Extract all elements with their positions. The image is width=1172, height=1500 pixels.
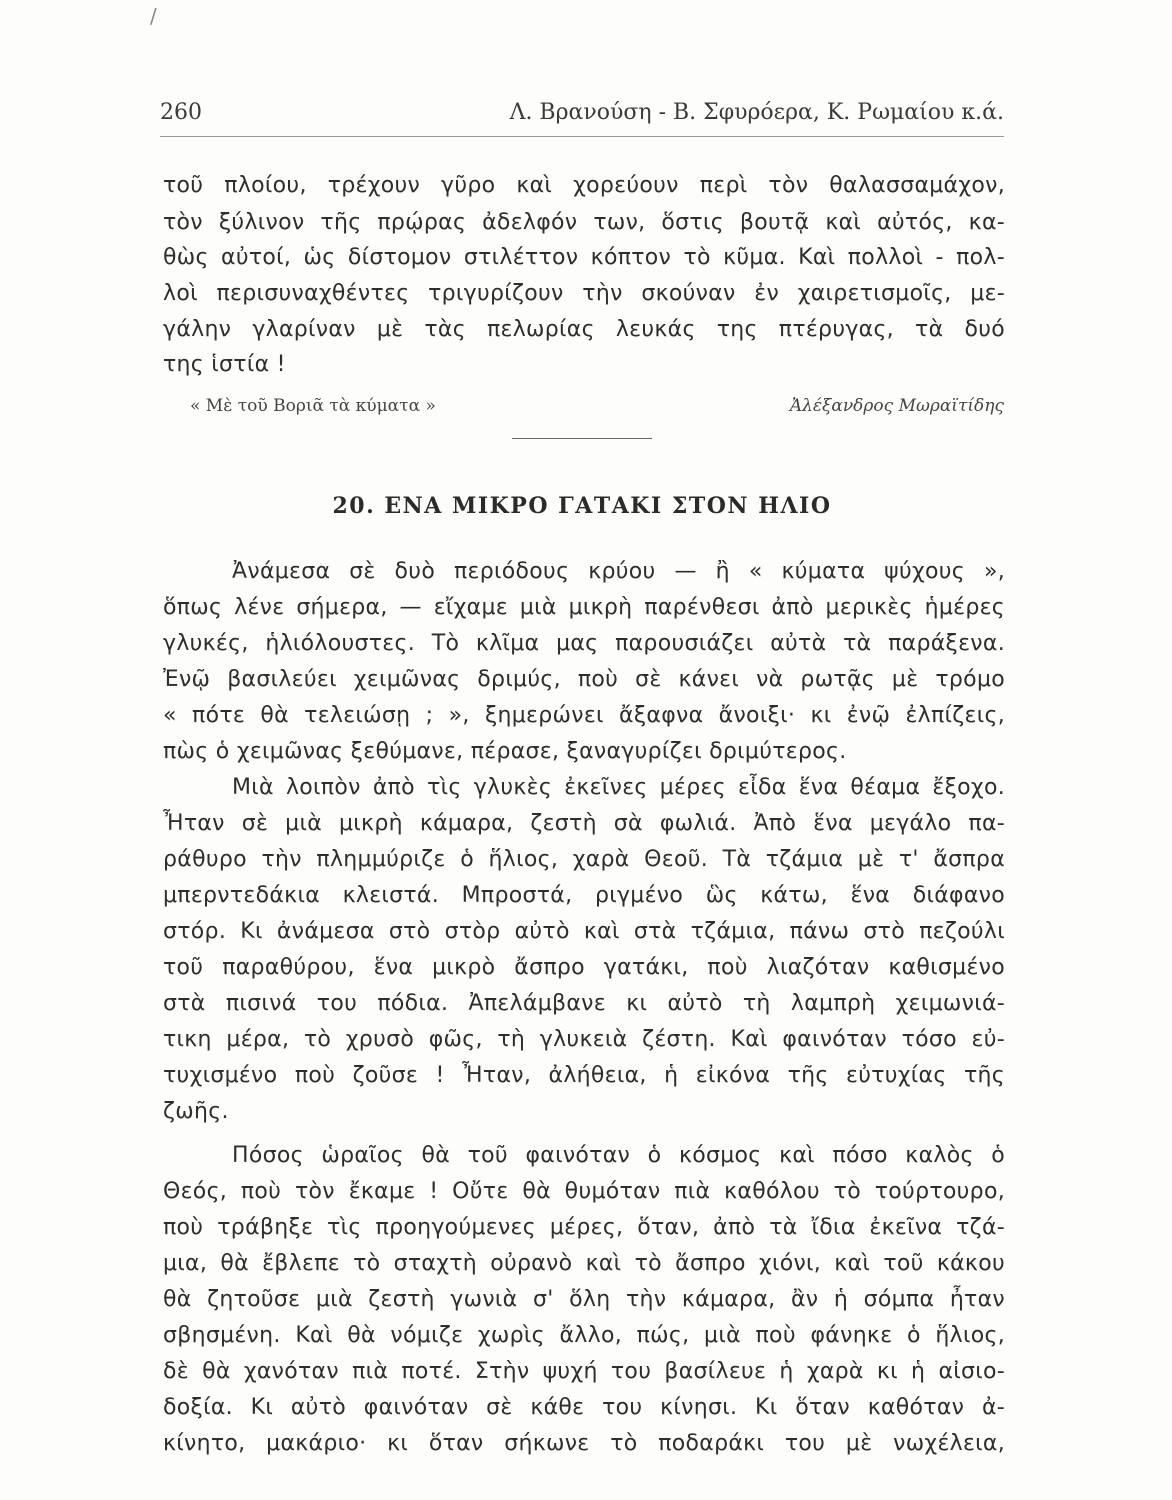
text-line: ζωῆς. — [163, 1099, 229, 1124]
text-line: της ἱστία ! — [163, 352, 286, 377]
text-line: ποὺ τράβηξε τὶς προηγούμενες μέρες, ὅταν, ἀπὸ τὰ ἴδια ἐκεῖνα τζά- — [163, 1215, 1005, 1240]
header-rule — [160, 136, 1004, 137]
text-line: τυχισμένο ποὺ ζοῦσε ! Ἦταν, ἀλήθεια, ἡ εἰκόνα τῆς εὐτυχίας τῆς — [163, 1063, 1005, 1088]
page-header — [160, 100, 1004, 125]
text-line: τικη μέρα, τὸ χρυσὸ φῶς, τὴ γλυκειὰ ζέστη. Καὶ φαινόταν τόσο εὐ- — [163, 1027, 1005, 1052]
text-line: γάλην γλαρίναν μὲ τὰς πελωρίας λευκάς της πτέρυγας, τὰ δυό — [163, 317, 1005, 342]
excerpt-source — [190, 396, 1004, 416]
text-line: σβησμένη. Καὶ θὰ νόμιζε χωρὶς ἄλλο, πώς, μιὰ ποὺ φάνηκε ὁ ἥλιος, — [163, 1323, 1005, 1348]
corner-pencil-mark: / — [150, 4, 157, 28]
text-line: ὅπως λένε σήμερα, — εἴχαμε μιὰ μικρὴ παρένθεσι ἀπὸ μερικὲς ἡμέρες — [163, 595, 1005, 620]
text-line: θὼς αὐτοί, ὡς δίστομον στιλέττον κόπτον τὸ κῦμα. Καὶ πολλοὶ - πολ- — [163, 245, 1005, 270]
text-line: πὼς ὁ χειμῶνας ξεθύμανε, πέρασε, ξαναγυρίζει δριμύτερος. — [163, 739, 847, 764]
text-line: Ἐνῷ βασιλεύει χειμῶνας δριμύς, ποὺ σὲ κάνει νὰ ρωτᾷς μὲ τρόμο — [163, 667, 1005, 692]
text-line: Πόσος ὡραῖος θὰ τοῦ φαινόταν ὁ κόσμος καὶ πόσο καλὸς ὁ — [232, 1143, 1005, 1168]
text-line: Ἦταν σὲ μιὰ μικρὴ κάμαρα, ζεστὴ σὰ φωλιά. Ἀπὸ ἕνα μεγάλο πα- — [163, 811, 1005, 836]
text-line: δὲ θὰ χανόταν πιὰ ποτέ. Στὴν ψυχή του βασίλευε ἡ χαρὰ κι ἡ αἰσιο- — [163, 1359, 1005, 1384]
text-line: θὰ ζητοῦσε μιὰ ζεστὴ γωνιὰ σ' ὅλη τὴν κάμαρα, ἂν ἡ σόμπα ἦταν — [163, 1287, 1005, 1312]
source-work-title: « Μὲ τοῦ Βοριᾶ τὰ κύματα » — [190, 396, 436, 416]
text-line: τὸν ξύλινον τῆς πρῴρας ἀδελφόν των, ὅστις βουτᾷ καὶ αὐτός, κα- — [163, 210, 1005, 235]
text-line: μια, θὰ ἔβλεπε τὸ σταχτὴ οὐρανὸ καὶ τὸ ἄσπρο χιόνι, καὶ τοῦ κάκου — [163, 1251, 1005, 1276]
text-line: « πότε θὰ τελειώσῃ ; », ξημερώνει ἄξαφνα ἄνοιξι· κι ἐνῷ ἐλπίζεις, — [163, 703, 1005, 728]
text-line: δοξία. Κι αὐτὸ φαινόταν σὲ κάθε του κίνησι. Κι ὅταν καθόταν ἀ- — [163, 1395, 1005, 1420]
text-line: κίνητο, μακάριο· κι ὅταν σήκωνε τὸ ποδαράκι του μὲ νωχέλεια, — [163, 1431, 1005, 1456]
text-line: Θεός, ποὺ τὸν ἔκαμε ! Οὔτε θὰ θυμόταν πιὰ καθόλου τὸ τούρτουρο, — [163, 1179, 1005, 1204]
text-line: λοὶ περισυναχθέντες τριγυρίζουν τὴν σκούναν ἐν χαιρετισμοῖς, με- — [163, 281, 1005, 306]
text-line: ράθυρο τὴν πλημμύριζε ὁ ἥλιος, χαρὰ Θεοῦ. Τὰ τζάμια μὲ τ' ἄσπρα — [163, 847, 1005, 872]
text-line: Μιὰ λοιπὸν ἀπὸ τὶς γλυκὲς ἐκεῖνες μέρες εἶδα ἕνα θέαμα ἔξοχο. — [232, 775, 1005, 800]
chapter-title: 20. ΕΝΑ ΜΙΚΡΟ ΓΑΤΑΚΙ ΣΤΟΝ ΗΛΙΟ — [332, 493, 832, 519]
text-line: στὰ πισινά του πόδια. Ἀπελάμβανε κι αὐτὸ τὴ λαμπρὴ χειμωνιά- — [163, 991, 1005, 1016]
section-separator — [512, 438, 652, 439]
running-title: Λ. Βρανούση - Β. Σφυρόερα, Κ. Ρωμαίου κ.ά. — [509, 100, 1004, 125]
text-line: Ἀνάμεσα σὲ δυὸ περιόδους κρύου — ἢ « κύματα ψύχους », — [232, 559, 1005, 584]
text-line: τοῦ παραθύρου, ἕνα μικρὸ ἄσπρο γατάκι, ποὺ λιαζόταν καθισμένο — [163, 955, 1005, 980]
source-author: Ἀλέξανδρος Μωραϊτίδης — [789, 396, 1004, 416]
text-line: τοῦ πλοίου, τρέχουν γῦρο καὶ χορεύουν περὶ τὸν θαλασσαμάχον, — [163, 173, 1005, 198]
page-number: 260 — [160, 100, 202, 125]
text-line: γλυκές, ἡλιόλουστες. Τὸ κλῖμα μας παρουσιάζει αὐτὰ τὰ παράξενα. — [163, 631, 1005, 656]
text-line: στόρ. Κι ἀνάμεσα στὸ στὸρ αὐτὸ καὶ στὰ τζάμια, πάνω στὸ πεζούλι — [163, 919, 1005, 944]
text-line: μπερντεδάκια κλειστά. Μπροστά, ριγμένο ὣς κάτω, ἕνα διάφανο — [163, 883, 1005, 908]
